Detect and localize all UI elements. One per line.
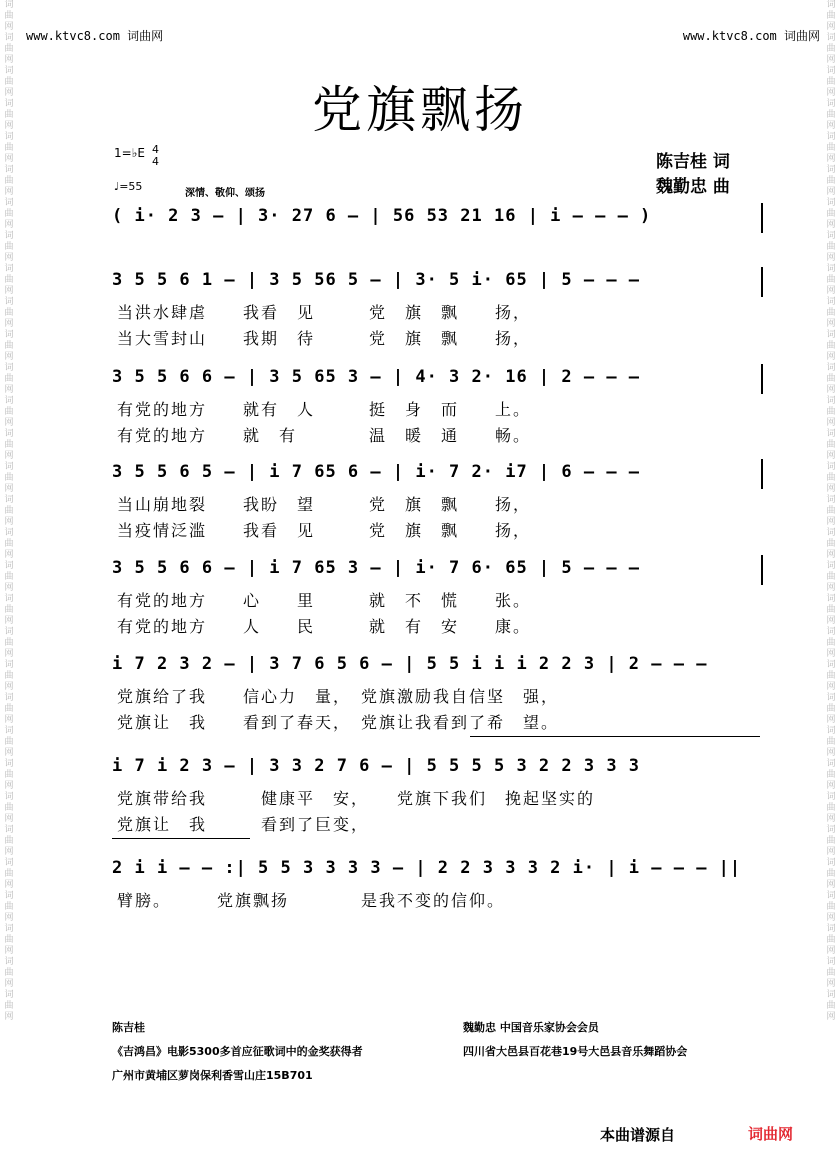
- lyricist-credit: 陈吉桂 词: [656, 152, 730, 172]
- lyric-line: 当大雪封山 我期 待 党 旗 飘 扬，: [117, 329, 532, 348]
- staff-verse-4: [112, 558, 762, 638]
- staff-notes: i 7 i 2 3 – | 3 3 2 7 6 – | 5 5 5 5 3 2 2 3 3 3: [112, 756, 641, 776]
- volta-bracket: [112, 838, 250, 839]
- composer-address: 四川省大邑县百花巷19号大邑县音乐舞蹈协会: [463, 1045, 688, 1058]
- time-top: 4: [152, 143, 159, 156]
- lyric-line: 党旗让 我 看到了春天， 党旗让我看到了希 望。: [117, 713, 560, 732]
- key-signature: [114, 143, 159, 168]
- lyric-line: 党旗让 我 看到了巨变，: [117, 815, 370, 834]
- staff-notes: 3 5 5 6 5 – | i 7 65 6 – | i· 7 2· i7 | 6 – – –: [112, 462, 641, 482]
- staff-notes: ( i· 2 3 – | 3· 27 6 – | 56 53 21 16 | i – – – ): [112, 206, 652, 226]
- lyricist-address: 广州市黄埔区萝岗保利香雪山庄15B701: [112, 1069, 313, 1082]
- lyric-line: 当疫情泛滥 我看 见 党 旗 飘 扬，: [117, 521, 532, 540]
- time-signature: [152, 144, 159, 168]
- staff-ending: [112, 858, 762, 914]
- expression-marking: 深情、敬仰、颂扬: [185, 188, 265, 199]
- site-url-left[interactable]: www.ktvc8.com 词曲网: [26, 29, 164, 43]
- lyric-line: 当山崩地裂 我盼 望 党 旗 飘 扬，: [117, 495, 532, 514]
- brand-logo-text[interactable]: 词曲网: [748, 1125, 794, 1143]
- lyric-line: 党旗带给我 健康平 安， 党旗下我们 挽起坚实的: [117, 789, 596, 808]
- composer-credit: 魏勤忠 曲: [656, 177, 730, 197]
- lyric-line: 有党的地方 就有 人 挺 身 而 上。: [117, 400, 532, 419]
- watermark-right: 词曲网词曲网词曲网词曲网词曲网词曲网词曲网词曲网词曲网词曲网词曲网词曲网词曲网词曲网词曲网词曲网词曲网词曲网词曲网词曲网词曲网词曲网词曲网词曲网词曲网词曲网词曲网词曲网词曲网词曲网词曲网: [826, 0, 836, 1022]
- staff-chorus-2: [112, 756, 762, 836]
- source-label: 本曲谱源自: [600, 1126, 676, 1144]
- staff-notes: 3 5 5 6 1 – | 3 5 56 5 – | 3· 5 i· 65 | 5 – – –: [112, 270, 641, 290]
- staff-notes: 3 5 5 6 6 – | 3 5 65 3 – | 4· 3 2· 16 | 2 – – –: [112, 367, 641, 387]
- staff-verse-3: [112, 462, 762, 542]
- key-label: 1=♭E: [114, 146, 145, 160]
- staff-notes: 2 i i – – :| 5 5 3 3 3 3 – | 2 2 3 3 3 2 i· | i – – – ||: [112, 858, 742, 878]
- tempo-marking: ♩=55: [114, 180, 143, 193]
- lyric-line: 臂膀。 党旗飘扬 是我不变的信仰。: [117, 891, 506, 910]
- lyric-line: 有党的地方 人 民 就 有 安 康。: [117, 617, 532, 636]
- song-title: 党旗飘扬: [312, 81, 528, 139]
- lyric-line: 有党的地方 心 里 就 不 慌 张。: [117, 591, 532, 610]
- lyric-line: 当洪水肆虐 我看 见 党 旗 飘 扬，: [117, 303, 532, 322]
- lyric-line: 有党的地方 就 有 温 暖 通 畅。: [117, 426, 532, 445]
- lyric-line: 党旗给了我 信心力 量， 党旗激励我自信坚 强，: [117, 687, 560, 706]
- composer-info: 魏勤忠 中国音乐家协会会员: [463, 1021, 599, 1034]
- volta-bracket: [470, 736, 760, 737]
- staff-verse-2: [112, 367, 762, 447]
- site-url-right[interactable]: www.ktvc8.com 词曲网: [682, 29, 820, 43]
- staff-verse-1: [112, 270, 762, 350]
- lyricist-award: 《吉鸿昌》电影5300多首应征歌词中的金奖获得者: [112, 1045, 363, 1058]
- staff-notes: 3 5 5 6 6 – | i 7 65 3 – | i· 7 6· 65 | 5 – – –: [112, 558, 641, 578]
- staff-intro: [112, 206, 762, 230]
- time-bottom: 4: [152, 155, 159, 168]
- lyricist-name: 陈吉桂: [112, 1021, 145, 1034]
- staff-notes: i 7 2 3 2 – | 3 7 6 5 6 – | 5 5 i i i 2 2 3 | 2 – – –: [112, 654, 708, 674]
- staff-chorus-1: [112, 654, 762, 734]
- watermark-left: 词曲网词曲网词曲网词曲网词曲网词曲网词曲网词曲网词曲网词曲网词曲网词曲网词曲网词曲网词曲网词曲网词曲网词曲网词曲网词曲网词曲网词曲网词曲网词曲网词曲网词曲网词曲网词曲网词曲网词曲网词曲网: [4, 0, 14, 1022]
